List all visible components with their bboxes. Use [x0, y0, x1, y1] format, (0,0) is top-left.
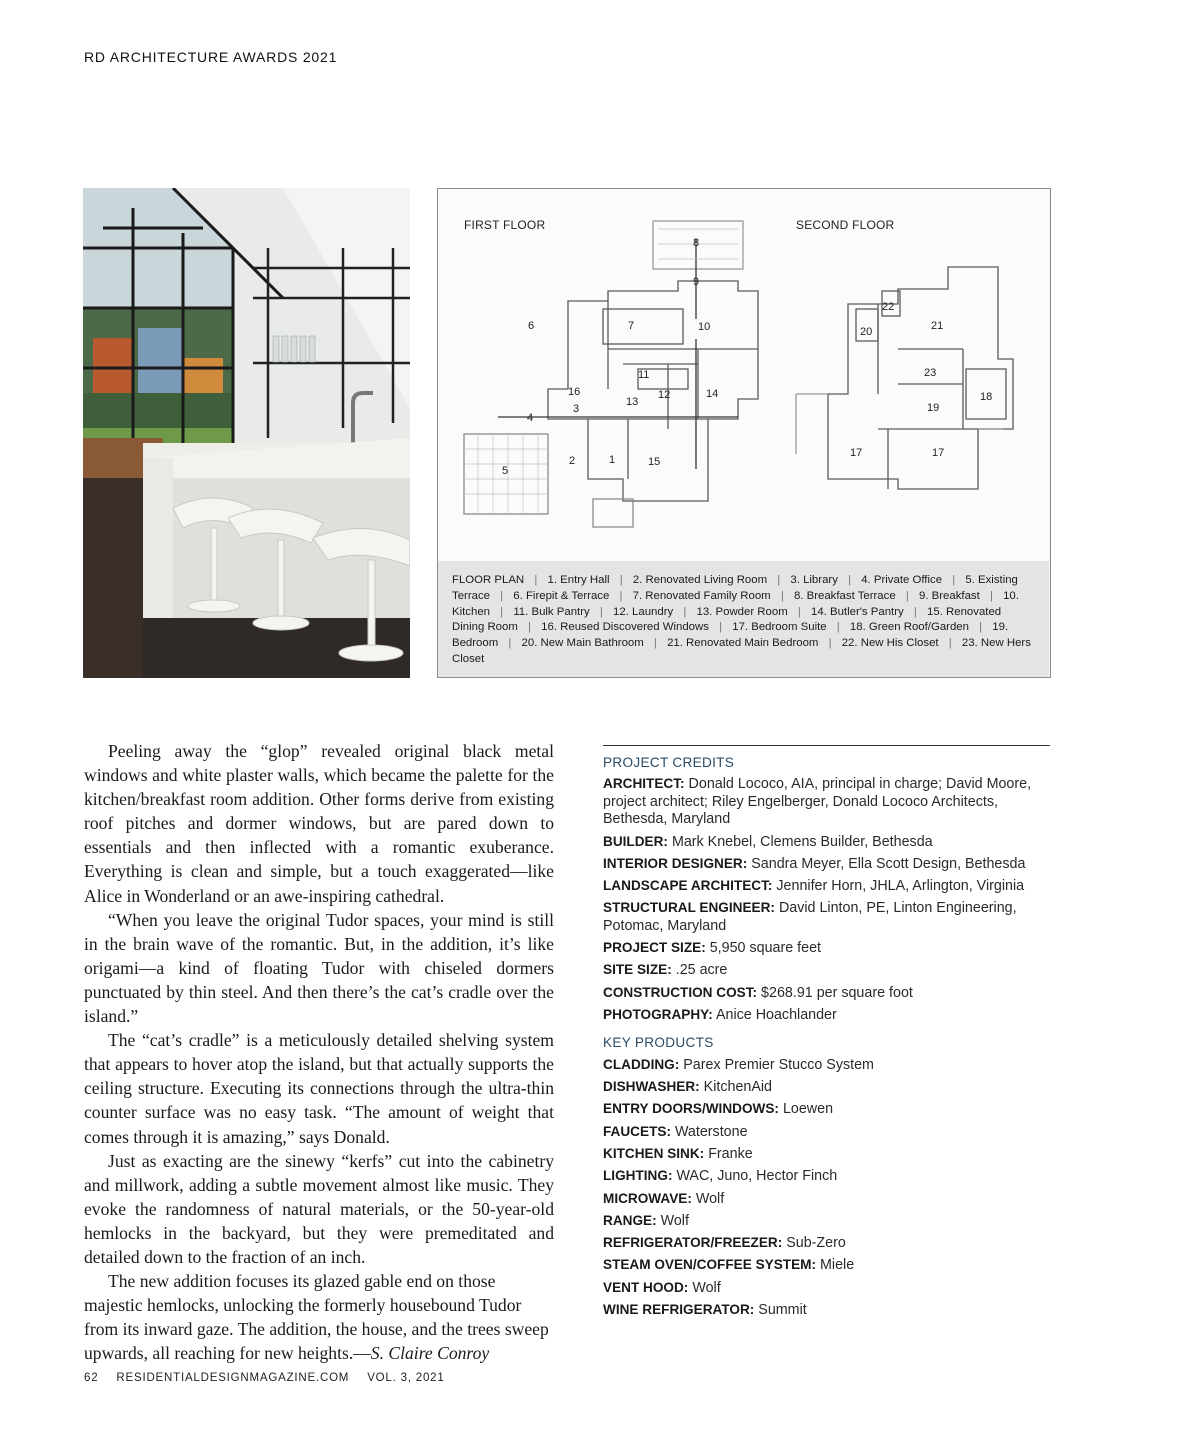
project-item: [603, 984, 1050, 1002]
credit-value: $268.91 per square foot: [761, 984, 913, 1001]
project-item: [603, 939, 1050, 957]
credit-value: Donald Lococo, AIA, principal in charge; David Moore, project architect; Riley Engelberger, Donald Lococo Architects, Bethesda, Maryland: [603, 776, 1032, 828]
credit-key: CLADDING:: [603, 1056, 680, 1072]
legend-item: 12. Laundry: [613, 605, 674, 618]
credit-key: SITE SIZE:: [603, 962, 672, 978]
products-item: [603, 1279, 1050, 1297]
legend-separator: |: [979, 621, 983, 634]
legend-separator: |: [528, 621, 531, 634]
credit-value: Wolf: [660, 1212, 689, 1229]
legend-separator: |: [905, 589, 909, 602]
article-paragraph-last: [84, 1269, 554, 1365]
key-products-list: [603, 1056, 1050, 1320]
credit-value: Sandra Meyer, Ella Scott Design, Bethesda: [751, 855, 1026, 872]
legend-separator: |: [913, 605, 917, 618]
products-item: [603, 1256, 1050, 1274]
credit-key: INTERIOR DESIGNER:: [603, 855, 748, 871]
legend-separator: |: [777, 574, 781, 586]
legend-separator: |: [683, 605, 687, 618]
legend-item: 2. Renovated Living Room: [632, 574, 768, 586]
room-number: 20: [860, 326, 873, 338]
room-number: 9: [693, 276, 700, 288]
credit-key: VENT HOOD:: [603, 1279, 689, 1295]
legend-item: 23. New Hers Closet: [452, 637, 1031, 665]
room-number: 19: [927, 402, 940, 414]
products-item: [603, 1056, 1050, 1074]
legend-item: 22. New His Closet: [841, 637, 939, 650]
room-number: 3: [573, 403, 580, 415]
legend-separator: |: [500, 589, 504, 602]
page-footer: [84, 1372, 459, 1384]
project-item: [603, 899, 1050, 935]
legend-separator: |: [848, 574, 852, 586]
project-credits-title: PROJECT CREDITS: [603, 755, 735, 770]
legend-item: 14. Butler's Pantry: [811, 605, 904, 618]
legend-item: 8. Breakfast Terrace: [793, 589, 896, 602]
room-number: 18: [980, 391, 993, 403]
credit-key: MICROWAVE:: [603, 1190, 692, 1206]
products-item: [603, 1301, 1050, 1319]
credit-key: REFRIGERATOR/FREEZER:: [603, 1235, 783, 1251]
page-header: RD ARCHITECTURE AWARDS 2021: [84, 49, 338, 65]
credit-value: Wolf: [695, 1190, 725, 1207]
room-number: 23: [924, 367, 937, 379]
legend-separator: |: [836, 621, 840, 634]
room-number: 22: [882, 301, 895, 313]
legend-item: 9. Breakfast: [919, 589, 980, 602]
key-products-title: KEY PRODUCTS: [603, 1035, 714, 1051]
credit-key: ENTRY DOORS/WINDOWS:: [603, 1101, 779, 1117]
credit-key: PROJECT SIZE:: [603, 940, 706, 956]
room-number: 2: [569, 455, 576, 467]
article-paragraph: “When you leave the original Tudor spaces, your mind is still in the brain wave of the romantic. But, in the addition, it’s like origami—a kind of floating Tudor with chiseled dormers punctuated by thin steel. And then there’s the cat’s cradle over the island.”: [84, 909, 554, 1027]
legend-item: 5. Existing Terrace: [452, 574, 1018, 602]
credit-key: RANGE:: [603, 1212, 657, 1228]
credit-value: Wolf: [692, 1279, 721, 1296]
products-item: [603, 1100, 1050, 1118]
legend-separator: |: [599, 605, 603, 618]
credit-value: Jennifer Horn, JHLA, Arlington, Virginia: [776, 878, 1025, 895]
project-credits: [603, 745, 1050, 1323]
project-item: [603, 877, 1050, 895]
credit-key: PHOTOGRAPHY:: [603, 1007, 713, 1022]
project-item: [603, 833, 1050, 851]
legend-separator: |: [619, 574, 623, 586]
credit-value: .25 acre: [675, 962, 728, 979]
credit-value: 5,950 square feet: [709, 940, 822, 957]
legend-item: 13. Powder Room: [696, 605, 788, 618]
legend-separator: |: [797, 605, 801, 618]
credit-key: BUILDER:: [603, 833, 668, 849]
credit-value: Summit: [758, 1302, 807, 1319]
room-number: 8: [693, 237, 700, 249]
credit-value: Parex Premier Stucco System: [683, 1056, 874, 1073]
room-number: 5: [502, 465, 509, 477]
article-byline: S. Claire Conroy: [370, 1343, 490, 1364]
credit-value: Mark Knebel, Clemens Builder, Bethesda: [671, 833, 933, 850]
credit-value: Loewen: [782, 1101, 834, 1118]
project-item: [603, 1006, 1050, 1024]
article-paragraph: Just as exacting are the sinewy “kerfs” cut into the cabinetry and millwork, adding a subtle movement almost like music. They evoke the randomness of natural materials, or the 50-year-old hemlocks in the backyard, but they were premeditated and detailed down to the fraction of an inch.: [84, 1150, 554, 1267]
credit-value: Miele: [819, 1257, 855, 1274]
legend-separator: |: [653, 637, 657, 650]
legend-separator: |: [780, 589, 784, 602]
credit-key: LIGHTING:: [603, 1168, 673, 1184]
legend-item: 6. Firepit & Terrace: [513, 589, 610, 602]
article-paragraph: Peeling away the “glop” revealed original black metal windows and white plaster walls, which became the palette for the kitchen/breakfast room addition. Other forms derive from existing roof pitches and dormer windows, but are pared down to essentials and then inflected with a romantic exuberance. Everything is clean and simple, but a touch exaggerated—like Alice in Wonderland or an awe-inspiring cathedral.: [84, 741, 554, 906]
legend-item: 4. Private Office: [861, 574, 943, 586]
credit-key: CONSTRUCTION COST:: [603, 984, 758, 1000]
credit-value: KitchenAid: [703, 1079, 773, 1096]
second-floor-label: SECOND FLOOR: [796, 218, 895, 232]
products-item: [603, 1212, 1050, 1230]
floor-plan-legend: [438, 561, 1049, 677]
credit-value: Franke: [708, 1146, 753, 1162]
legend-item: 3. Library: [790, 574, 838, 586]
room-number: 13: [626, 396, 639, 408]
legend-item: 10. Kitchen: [452, 589, 1019, 618]
article-body: [84, 739, 554, 1365]
legend-separator: |: [619, 589, 623, 602]
legend-item: 1. Entry Hall: [547, 574, 610, 586]
products-item: [603, 1167, 1050, 1185]
legend-title: FLOOR PLAN: [452, 574, 525, 586]
legend-separator: |: [952, 574, 956, 586]
room-number: 6: [528, 320, 535, 332]
project-item: [603, 855, 1050, 873]
credit-key: ARCHITECT:: [603, 776, 685, 792]
legend-item: 18. Green Roof/Garden: [849, 621, 969, 634]
legend-item: 20. New Main Bathroom: [521, 637, 644, 650]
legend-item: 17. Bedroom Suite: [732, 621, 827, 634]
legend-item: 16. Reused Discovered Windows: [541, 621, 709, 634]
credit-value: David Linton, PE, Linton Engineering, Potomac, Maryland: [603, 900, 1017, 934]
floor-plan-drawing: [438, 189, 1049, 561]
credit-key: STEAM OVEN/COFFEE SYSTEM:: [603, 1257, 816, 1273]
room-number: 17: [932, 447, 945, 459]
footer-site: RESIDENTIALDESIGNMAGAZINE.COM: [116, 1372, 350, 1384]
room-number: 4: [527, 412, 534, 424]
legend-item: 15. Renovated Dining Room: [452, 605, 1002, 634]
room-number: 1: [609, 454, 616, 466]
page-number: 62: [84, 1372, 99, 1384]
room-number: 7: [628, 320, 635, 332]
credit-key: WINE REFRIGERATOR:: [603, 1302, 755, 1318]
legend-separator: |: [828, 637, 832, 650]
room-number: 16: [568, 386, 581, 398]
project-item: [603, 961, 1050, 979]
credit-key: KITCHEN SINK:: [603, 1146, 705, 1161]
legend-separator: |: [948, 637, 952, 650]
legend-item: 19. Bedroom: [452, 621, 1009, 650]
legend-separator: |: [719, 621, 723, 634]
legend-item: 7. Renovated Family Room: [632, 589, 771, 602]
article-paragraph-text: The new addition focuses its glazed gable end on those majestic hemlocks, unlocking the formerly housebound Tudor from its inward gaze. The addition, the house, and the trees sweep upwards, all reaching for new heights.—: [84, 1271, 549, 1364]
legend-separator: |: [989, 589, 993, 602]
article-paragraph: The “cat’s cradle” is a meticulously detailed shelving system that appears to hover atop the island, but that actually supports the ceiling structure. Executing its connections through the ultra-thin counter surface was no easy task. “The amount of weight that comes through it is amazing,” says Donald.: [84, 1030, 554, 1147]
room-number: 17: [850, 447, 863, 459]
legend-item: 21. Renovated Main Bedroom: [667, 637, 819, 650]
products-item: [603, 1234, 1050, 1252]
credit-value: WAC, Juno, Hector Finch: [676, 1168, 838, 1185]
project-credit-list: [603, 775, 1050, 1024]
room-number: 12: [658, 389, 671, 401]
kitchen-photo: [83, 188, 410, 678]
products-item: [603, 1078, 1050, 1096]
footer-volume: VOL. 3, 2021: [367, 1372, 445, 1384]
credit-value: Anice Hoachlander: [715, 1007, 837, 1023]
room-number: 14: [706, 388, 719, 400]
credit-value: Waterstone: [674, 1123, 748, 1140]
room-number: 10: [698, 321, 711, 333]
credit-key: FAUCETS:: [603, 1123, 671, 1139]
credit-value: Sub-Zero: [786, 1235, 846, 1252]
products-item: [603, 1123, 1050, 1141]
credit-key: STRUCTURAL ENGINEER:: [603, 900, 775, 916]
products-item: [603, 1145, 1050, 1163]
room-number: 11: [638, 369, 650, 381]
legend-separator: |: [534, 574, 538, 586]
credit-key: LANDSCAPE ARCHITECT:: [603, 878, 773, 894]
credit-key: DISHWASHER:: [603, 1079, 700, 1095]
legend-separator: |: [500, 605, 504, 618]
room-number: 15: [648, 456, 661, 468]
first-floor-label: FIRST FLOOR: [464, 218, 546, 232]
products-item: [603, 1190, 1050, 1208]
floor-plan-panel: [437, 188, 1051, 678]
room-number: 21: [931, 320, 944, 332]
legend-item: 11. Bulk Pantry: [513, 605, 590, 618]
legend-separator: |: [508, 637, 512, 650]
project-item: [603, 775, 1050, 828]
